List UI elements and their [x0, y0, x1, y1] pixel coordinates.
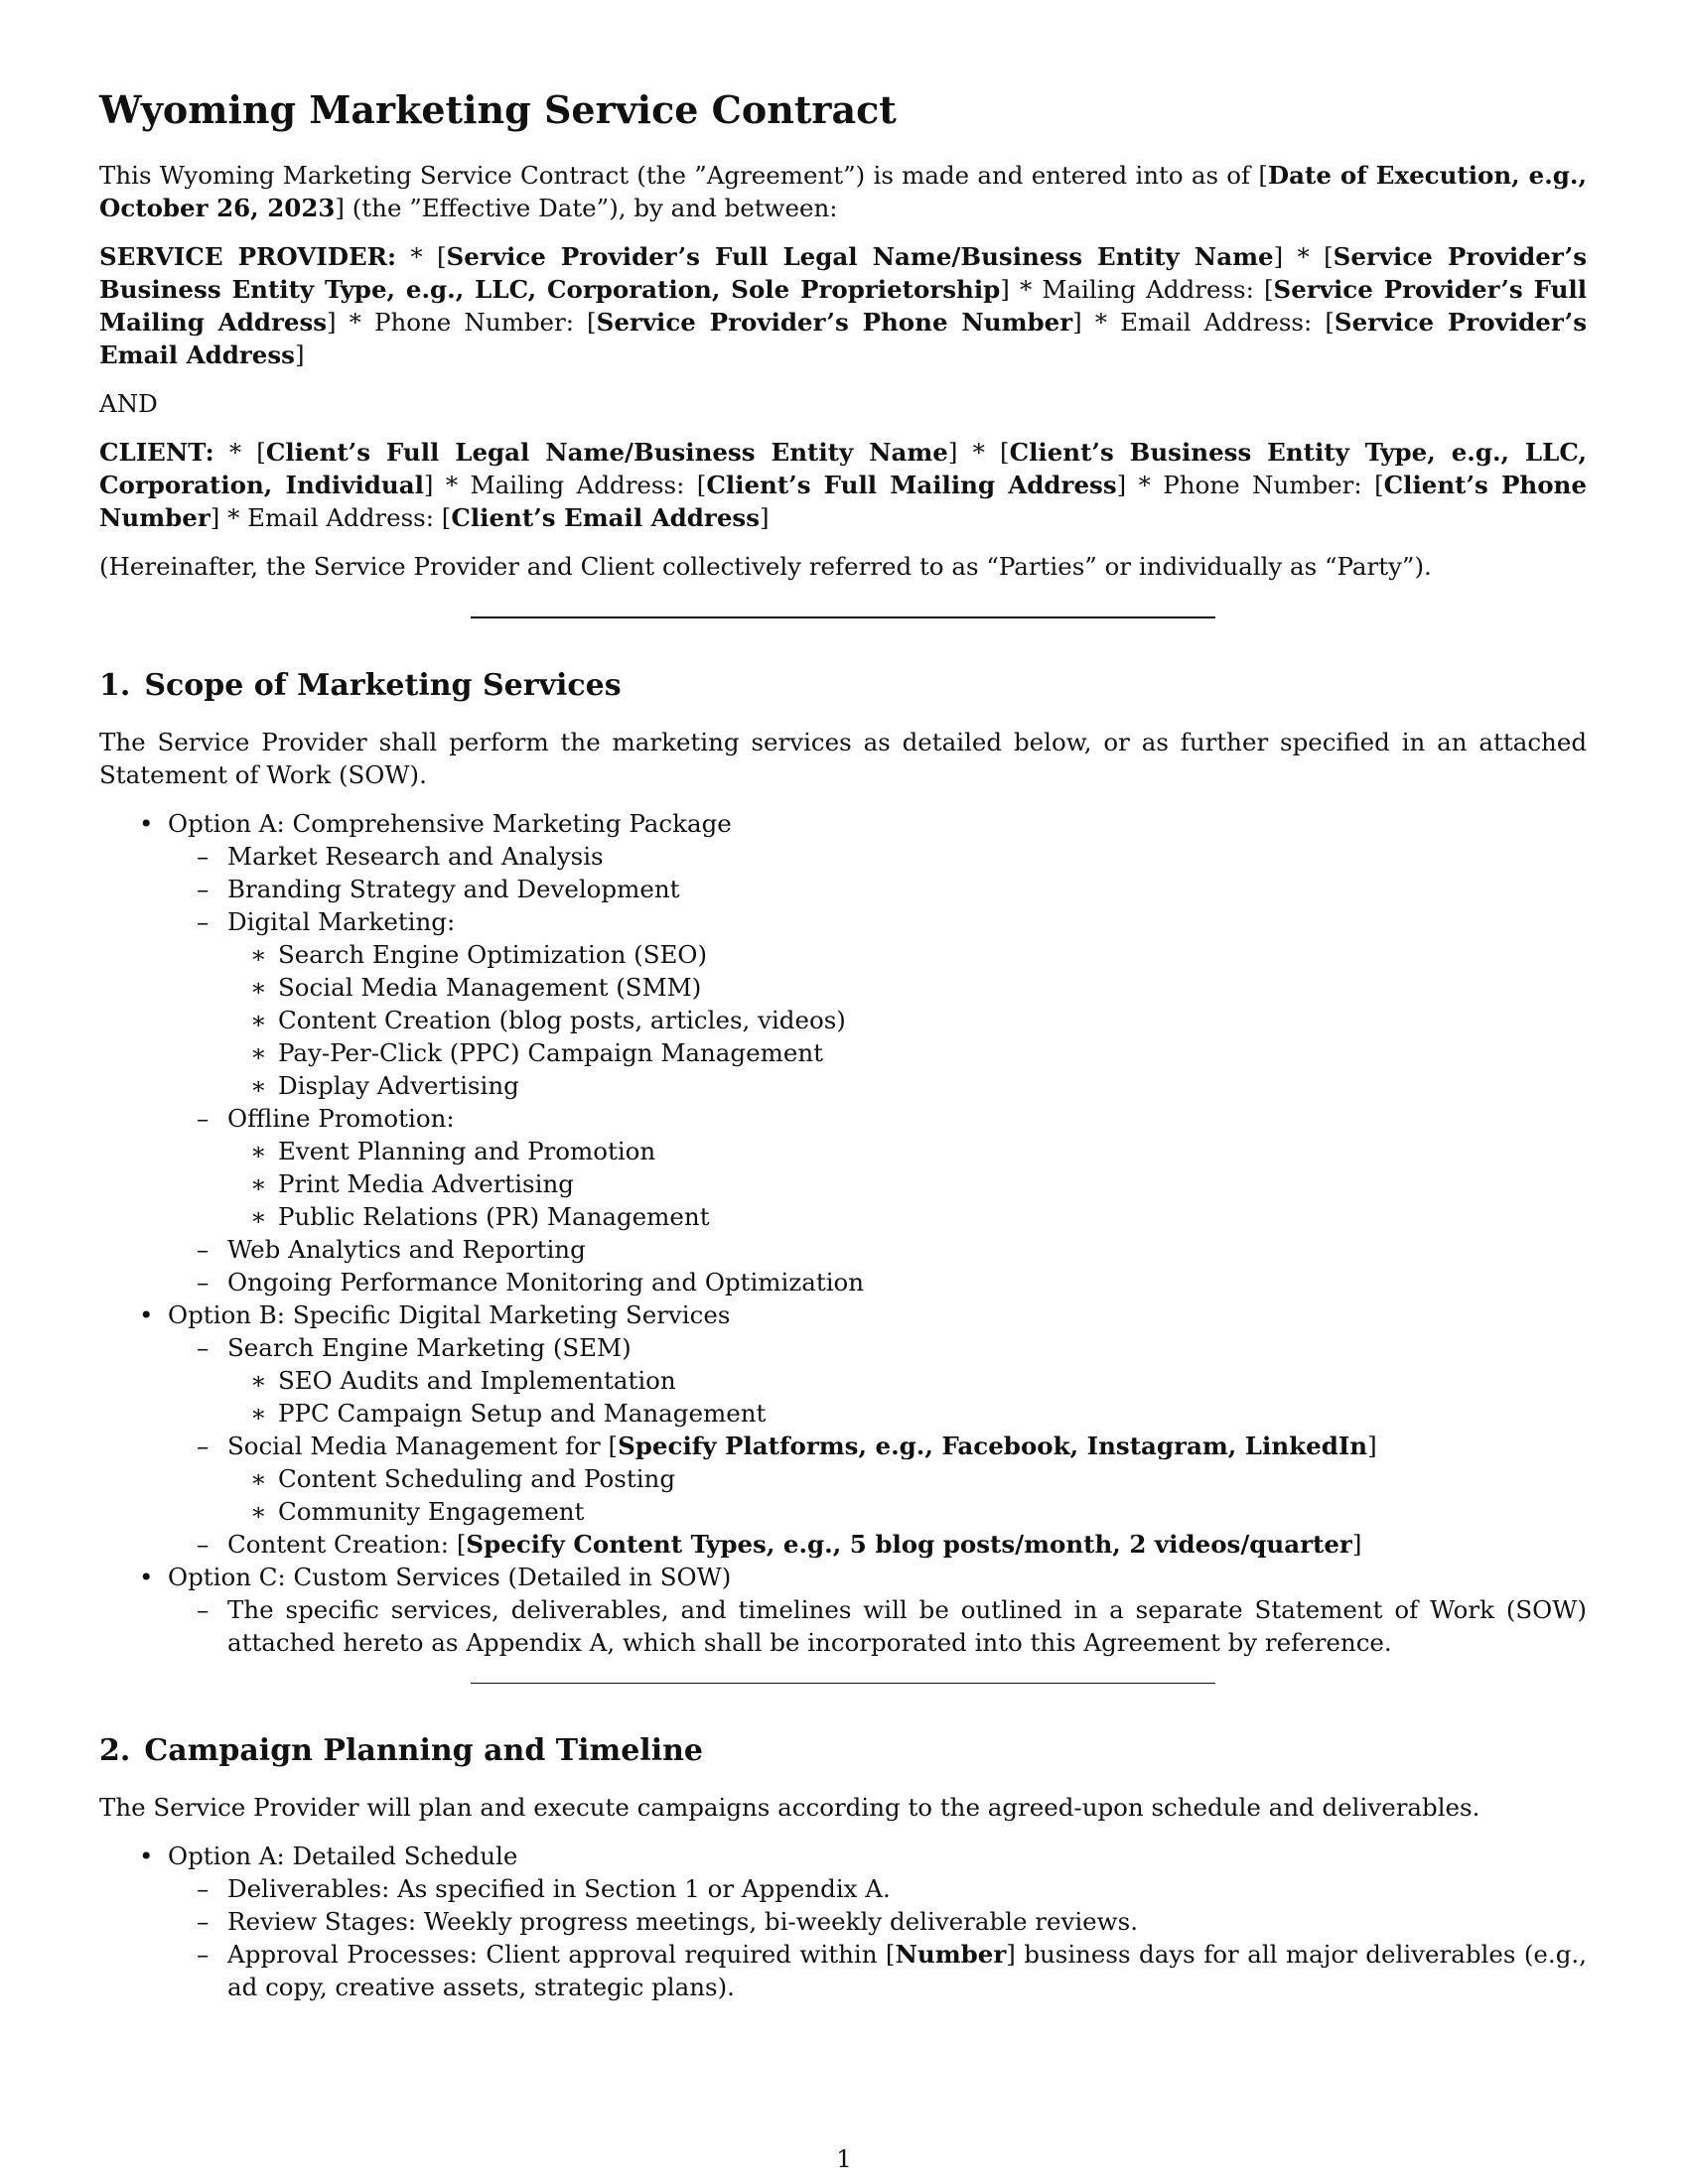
- section-1-intro: The Service Provider shall perform the marketing services as detailed below, or as further specified in an attached Statement of Work (SOW).: [99, 727, 1587, 789]
- client-name-placeholder: Client’s Full Legal Name/Business Entity Name: [265, 437, 948, 467]
- effective-date-placeholder: Date of Execution, e.g., October 26, 2023: [99, 160, 1587, 222]
- list-item: ∗ Social Media Management (SMM): [250, 972, 702, 1002]
- list-item: – Content Creation: [Specify Content Types, e.g., 5 blog posts/month, 2 videos/quarter]: [197, 1529, 1362, 1559]
- list-item: • Option C: Custom Services (Detailed in SOW): [139, 1562, 732, 1591]
- document-title: Wyoming Marketing Service Contract: [99, 87, 897, 132]
- page-number: 1: [836, 2144, 852, 2173]
- provider-name-placeholder: Service Provider’s Full Legal Name/Business Entity Name: [446, 241, 1274, 271]
- list-item: ∗ SEO Audits and Implementation: [250, 1365, 676, 1395]
- list-item: • Option A: Detailed Schedule: [139, 1841, 518, 1870]
- document-page: [99, 87, 1587, 2003]
- section-2-heading: 2. Campaign Planning and Timeline: [99, 1732, 703, 1768]
- provider-entity-placeholder: Service Provider’s Business Entity Type, e.g., LLC, Corporation, Sole Proprietorship: [99, 241, 1587, 304]
- list-item: – Market Research and Analysis: [197, 841, 604, 871]
- list-item: – Offline Promotion:: [197, 1103, 455, 1133]
- list-item: – Branding Strategy and Development: [197, 874, 680, 903]
- section-2-options-list: [99, 1840, 1587, 2003]
- list-item: – Approval Processes: Client approval required within [Number] business days for all major deliverables (e.g., ad copy, creative assets, strategic plans).: [197, 1939, 1587, 2001]
- list-item: – Search Engine Marketing (SEM): [197, 1332, 632, 1362]
- section-1-heading: 1. Scope of Marketing Services: [99, 667, 622, 703]
- list-item: ∗ Content Scheduling and Posting: [250, 1463, 676, 1493]
- section-1-options-list: [99, 807, 1587, 1659]
- list-item: ∗ Event Planning and Promotion: [250, 1136, 656, 1165]
- parties-note: (Hereinafter, the Service Provider and Client collectively referred to as “Parties” or individually as “Party”).: [99, 551, 1432, 581]
- list-item: ∗ Content Creation (blog posts, articles, videos): [250, 1005, 846, 1034]
- intro-paragraph: This Wyoming Marketing Service Contract (the ”Agreement”) is made and entered into as of [Date of Execution, e.g., October 26, 2023] (the ”Effective Date”), by and between:: [99, 160, 1587, 222]
- list-item: – Deliverables: As specified in Section 1 or Appendix A.: [197, 1873, 891, 1903]
- service-provider-block: SERVICE PROVIDER: * [Service Provider’s Full Legal Name/Business Entity Name] * [Service Provider’s Business Entity Type, e.g., LLC, Corporation, Sole Proprietorship] * Mailing Address: [Service Provider’s Full Mailing Address] * Phone Number: [Service Provider’s Phone Number] * Email Address: [Service Provider’s Email Address]: [99, 241, 1587, 369]
- list-item: ∗ PPC Campaign Setup and Management: [250, 1398, 767, 1428]
- list-item: – Web Analytics and Reporting: [197, 1234, 586, 1264]
- list-item: – Review Stages: Weekly progress meetings, bi-weekly deliverable reviews.: [197, 1906, 1139, 1936]
- list-item: – Social Media Management for [Specify Platforms, e.g., Facebook, Instagram, LinkedIn]: [197, 1431, 1377, 1460]
- section-2-intro: The Service Provider will plan and execute campaigns according to the agreed-upon schedule and deliverables.: [99, 1792, 1480, 1822]
- service-provider-heading: SERVICE PROVIDER:: [99, 241, 397, 271]
- list-item: – Digital Marketing:: [197, 906, 456, 936]
- provider-email-placeholder: Service Provider’s Email Address: [99, 307, 1587, 369]
- and-separator: AND: [99, 388, 158, 418]
- list-item: – Ongoing Performance Monitoring and Optimization: [197, 1267, 865, 1297]
- list-item: ∗ Community Engagement: [250, 1496, 585, 1526]
- client-phone-placeholder: Client’s Phone Number: [99, 470, 1587, 532]
- list-item: • Option B: Specific Digital Marketing Services: [139, 1299, 731, 1329]
- list-item: ∗ Search Engine Optimization (SEO): [250, 939, 708, 969]
- list-item: ∗ Public Relations (PR) Management: [250, 1201, 710, 1231]
- list-item: ∗ Pay-Per-Click (PPC) Campaign Management: [250, 1037, 823, 1067]
- list-item: – The specific services, deliverables, and timelines will be outlined in a separate Statement of Work (SOW) attached hereto as Appendix A, which shall be incorporated into this Agreement by reference.: [197, 1594, 1587, 1657]
- provider-phone-placeholder: Service Provider’s Phone Number: [596, 307, 1073, 337]
- client-email-placeholder: Client’s Email Address: [451, 502, 761, 532]
- client-address-placeholder: Client’s Full Mailing Address: [706, 470, 1117, 499]
- client-block: CLIENT: * [Client’s Full Legal Name/Business Entity Name] * [Client’s Business Entity Type, e.g., LLC, Corporation, Individual] * Mailing Address: [Client’s Full Mailing Address] * Phone Number: [Client’s Phone Number] * Email Address: [Client’s Email Address]: [99, 437, 1587, 532]
- client-entity-placeholder: Client’s Business Entity Type, e.g., LLC, Corporation, Individual: [99, 437, 1587, 499]
- client-heading: CLIENT:: [99, 437, 214, 467]
- provider-address-placeholder: Service Provider’s Full Mailing Address: [99, 274, 1587, 337]
- list-item: • Option A: Comprehensive Marketing Package: [139, 808, 732, 838]
- list-item: ∗ Display Advertising: [250, 1070, 519, 1100]
- list-item: ∗ Print Media Advertising: [250, 1168, 574, 1198]
